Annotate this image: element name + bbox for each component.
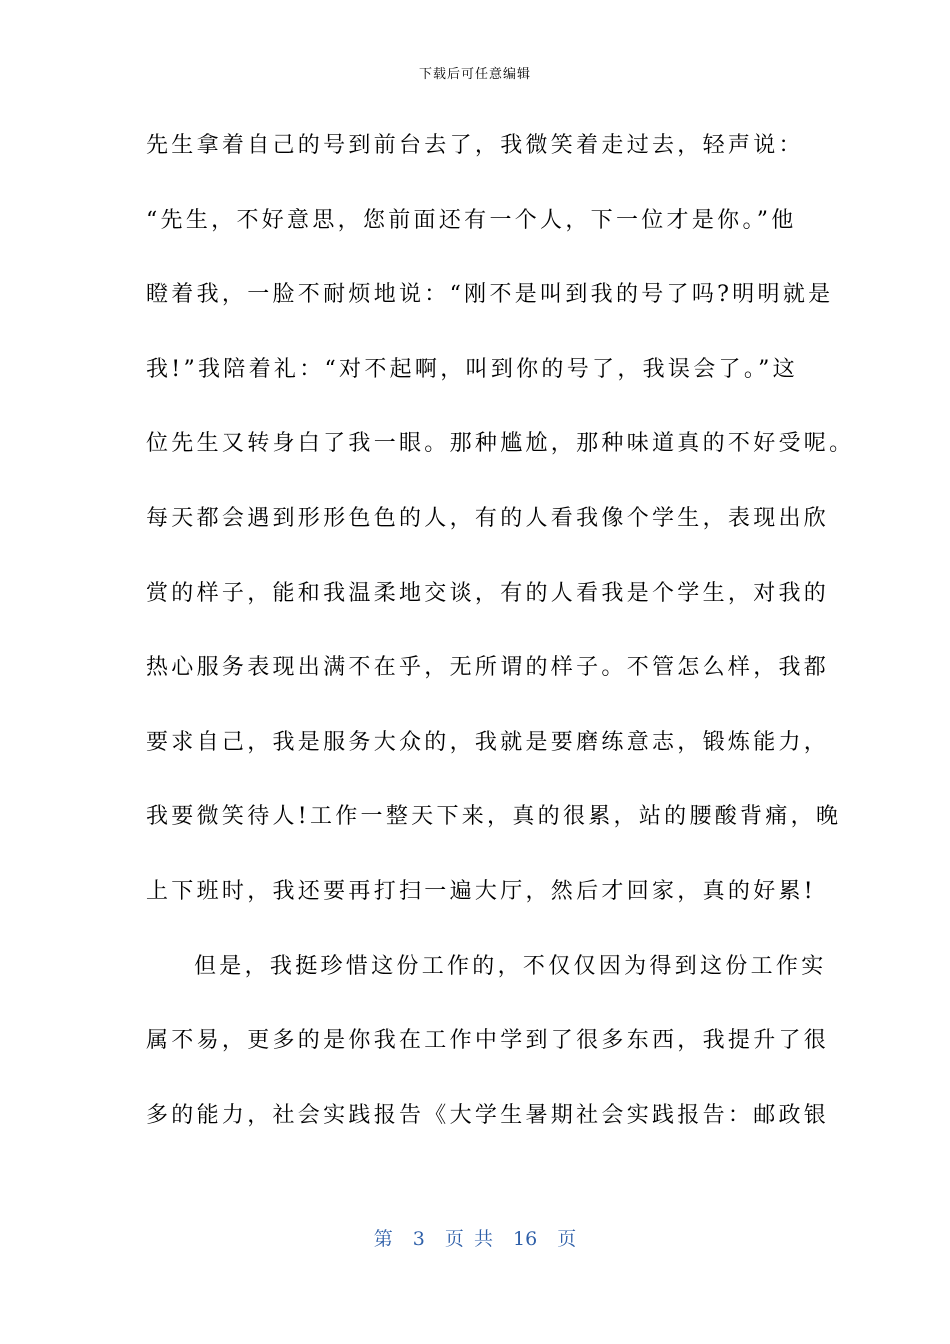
text-line: 上下班时，我还要再打扫一遍大厅，然后才回家，真的好累!: [146, 878, 816, 904]
text-line: 属不易，更多的是你我在工作中学到了很多东西，我提升了很: [146, 1028, 830, 1054]
text-line: 我!”我陪着礼：“对不起啊，叫到你的号了，我误会了。”这: [146, 356, 798, 382]
text-line: 位先生又转身白了我一眼。那种尴尬，那种味道真的不好受呢。: [146, 431, 855, 457]
total-pages-number: 16: [513, 1228, 538, 1250]
page-number-footer: [0, 1226, 950, 1252]
text-line: 赏的样子，能和我温柔地交谈，有的人看我是个学生，对我的: [146, 580, 830, 606]
document-body: [146, 126, 855, 1170]
paragraph-start-line: 但是，我挺珍惜这份工作的，不仅仅因为得到这份工作实: [194, 953, 827, 979]
text-line: “先生，不好意思，您前面还有一个人，下一位才是你。”他: [146, 207, 797, 233]
page-header: 下载后可任意编辑: [418, 67, 531, 82]
text-line: 要求自己，我是服务大众的，我就是要磨练意志，锻炼能力，: [146, 729, 830, 755]
footer-middle: 页 共: [444, 1228, 493, 1250]
current-page-number: 3: [412, 1228, 425, 1250]
text-line: 先生拿着自己的号到前台去了，我微笑着走过去，轻声说：: [146, 133, 804, 158]
footer-prefix: 第: [373, 1228, 393, 1250]
text-line: 我要微笑待人!工作一整天下来，真的很累，站的腰酸背痛，晚: [146, 804, 842, 830]
text-line: 热心服务表现出满不在乎，无所谓的样子。不管怎么样，我都: [146, 655, 830, 681]
text-line: 瞪着我，一脸不耐烦地说：“刚不是叫到我的号了吗?明明就是: [146, 282, 834, 308]
text-line: 多的能力，社会实践报告《大学生暑期社会实践报告：邮政银: [146, 1102, 830, 1128]
text-line: 每天都会遇到形形色色的人，有的人看我像个学生，表现出欣: [146, 505, 830, 531]
footer-suffix: 页: [557, 1228, 577, 1250]
